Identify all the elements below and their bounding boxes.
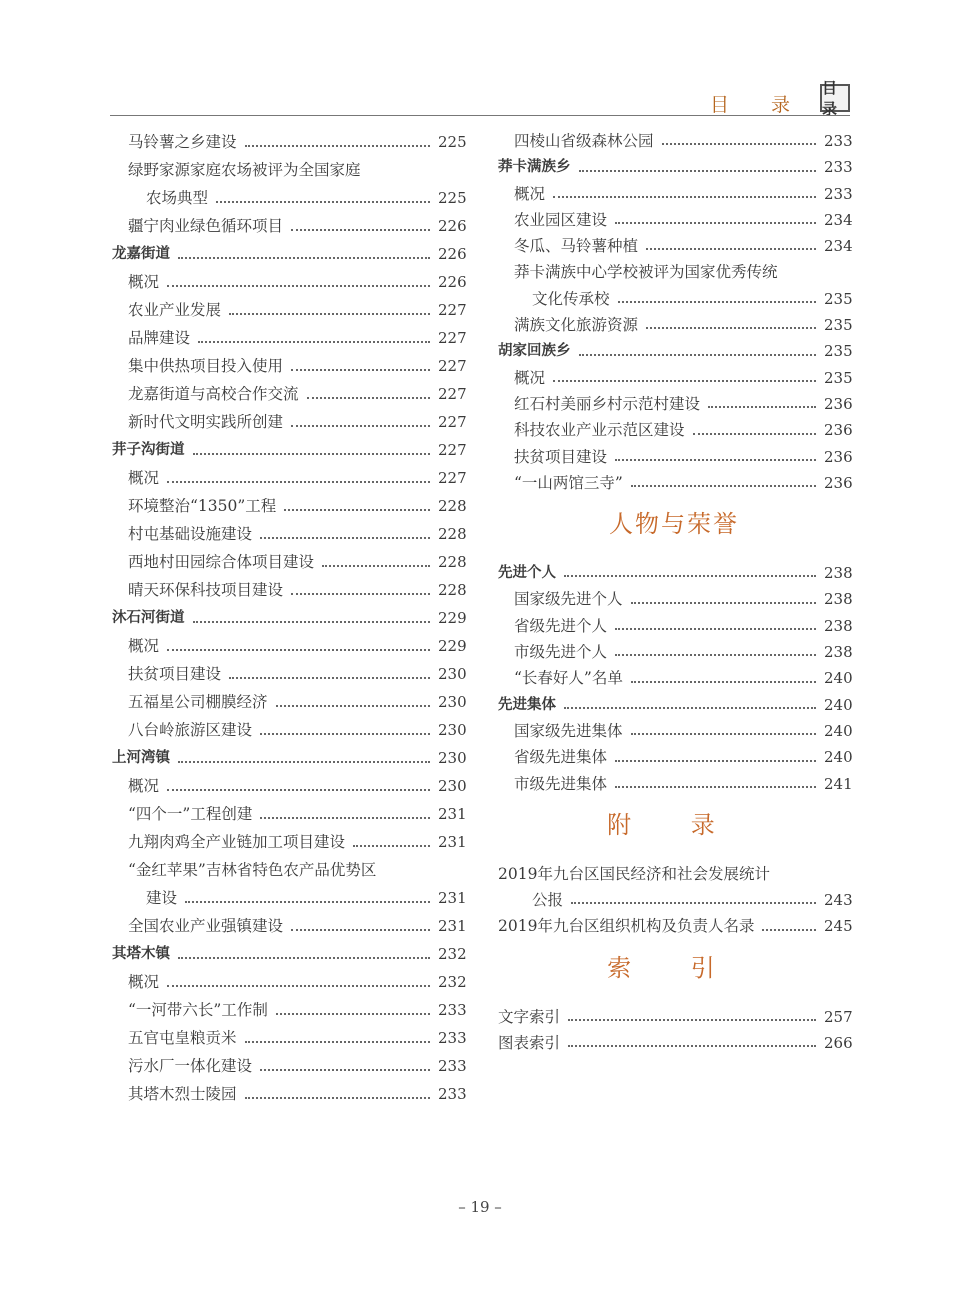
toc-entry[interactable]	[498, 417, 853, 443]
dot-leader	[708, 406, 816, 408]
toc-entry-label: 建设	[146, 889, 178, 907]
toc-entry[interactable]	[112, 660, 467, 688]
dot-leader	[178, 257, 430, 259]
toc-entry[interactable]	[498, 718, 853, 744]
toc-page-number: 238	[824, 616, 853, 635]
toc-entry-label: 冬瓜、马铃薯种植	[514, 237, 639, 256]
toc-page-number: 231	[438, 889, 467, 907]
toc-entry-label: 品牌建设	[128, 329, 191, 347]
toc-section-entry[interactable]	[112, 604, 467, 632]
toc-page-number: 232	[438, 973, 467, 991]
toc-entry-label: 村屯基础设施建设	[128, 525, 253, 543]
toc-page-number: 228	[438, 497, 467, 515]
toc-entry-label: 扶贫项目建设	[514, 447, 608, 466]
toc-entry[interactable]	[112, 996, 467, 1024]
toc-page-number: 235	[824, 342, 853, 361]
toc-entry-label: 污水厂一体化建设	[128, 1057, 253, 1075]
toc-page-number: 240	[824, 669, 853, 688]
dot-leader	[307, 397, 430, 399]
toc-entry-label: 公报	[532, 891, 564, 910]
dot-leader	[167, 649, 430, 651]
toc-entry-label: 其塔木镇	[112, 946, 170, 962]
toc-entry[interactable]	[112, 800, 467, 828]
toc-page-number: 236	[824, 394, 853, 413]
toc-page-number: 228	[438, 525, 467, 543]
dot-leader	[615, 628, 816, 630]
dot-leader	[568, 1019, 816, 1021]
section-heading: 索 引	[607, 953, 741, 982]
toc-entry[interactable]	[112, 352, 467, 380]
toc-page-number: 225	[438, 133, 467, 151]
dot-leader	[322, 565, 430, 567]
toc-entry[interactable]	[112, 548, 467, 576]
dot-leader	[615, 222, 816, 224]
dot-leader	[276, 1013, 430, 1015]
dot-leader	[167, 481, 430, 483]
toc-page-number: 257	[824, 1007, 853, 1026]
toc-entry-label: 扶贫项目建设	[128, 665, 222, 683]
toc-entry[interactable]	[112, 408, 467, 436]
toc-entry[interactable]	[112, 296, 467, 324]
dot-leader	[571, 902, 816, 904]
toc-section-entry[interactable]	[112, 940, 467, 968]
dot-leader	[245, 145, 430, 147]
toc-entry-label: 龙嘉街道与高校合作交流	[128, 385, 299, 403]
dot-leader	[260, 1069, 430, 1071]
dot-leader	[631, 681, 816, 683]
dot-leader	[291, 593, 430, 595]
dot-leader	[553, 380, 816, 382]
toc-entry-label[interactable]: 莽卡满族中心学校被评为国家优秀传统	[514, 263, 778, 282]
toc-entry[interactable]	[498, 312, 853, 338]
dot-leader	[229, 313, 430, 315]
toc-right-column	[498, 128, 853, 1056]
logo-text: 目录	[822, 79, 838, 118]
toc-entry-label: 市级先进集体	[514, 774, 608, 793]
dot-leader	[631, 485, 816, 487]
toc-entry-label: 龙嘉街道	[112, 246, 170, 262]
toc-entry[interactable]	[112, 1080, 467, 1108]
toc-entry-label: 先进个人	[498, 565, 556, 582]
toc-page-number: 238	[824, 564, 853, 583]
toc-entry[interactable]	[112, 716, 467, 744]
toc-entry[interactable]	[498, 913, 853, 939]
toc-entry-label: 晴天环保科技项目建设	[128, 581, 284, 599]
dot-leader	[564, 575, 816, 577]
toc-entry-label: 国家级先进集体	[514, 721, 623, 740]
toc-page-number: 230	[438, 777, 467, 795]
toc-page-number: 236	[824, 421, 853, 440]
toc-entry[interactable]	[498, 1030, 853, 1056]
toc-entry-label: 其塔木烈士陵园	[128, 1085, 237, 1103]
toc-entry-label: 疆宁肉业绿色循环项目	[128, 217, 284, 235]
toc-entry[interactable]	[498, 391, 853, 417]
toc-entry-label: 红石村美丽乡村示范村建设	[514, 394, 701, 413]
toc-page-number: 226	[438, 273, 467, 291]
toc-page-number: 240	[824, 721, 853, 740]
dot-leader	[646, 248, 816, 250]
toc-page-number: 229	[438, 609, 467, 627]
toc-entry-label: 市级先进个人	[514, 643, 608, 662]
toc-entry[interactable]	[498, 470, 853, 496]
toc-entry[interactable]	[112, 1052, 467, 1080]
dot-leader	[245, 1041, 430, 1043]
toc-left-column	[112, 128, 467, 1108]
dot-leader	[553, 196, 816, 198]
toc-entry-label: 农业园区建设	[514, 210, 608, 229]
toc-entry[interactable]	[112, 380, 467, 408]
toc-entry-label: 省级先进个人	[514, 616, 608, 635]
dot-leader	[615, 459, 816, 461]
dot-leader	[276, 705, 430, 707]
toc-entry[interactable]	[112, 520, 467, 548]
toc-entry-label: 茾子沟街道	[112, 442, 185, 458]
dot-leader	[353, 845, 430, 847]
dot-leader	[193, 453, 431, 455]
toc-entry-label: “长春好人”名单	[514, 669, 623, 688]
dot-leader	[579, 354, 817, 356]
toc-entry-label: 四棱山省级森林公园	[514, 132, 654, 150]
toc-page-number: 236	[824, 447, 853, 466]
dot-leader	[564, 707, 816, 709]
dot-leader	[579, 170, 817, 172]
contents-logo-icon	[820, 79, 850, 118]
toc-entry-label: 概况	[514, 368, 546, 387]
toc-entry-label: 西地村田园综合体项目建设	[128, 553, 315, 571]
toc-page-number: 229	[438, 637, 467, 655]
toc-entry[interactable]	[498, 444, 853, 470]
toc-page-number: 225	[438, 189, 467, 207]
dot-leader	[291, 425, 430, 427]
toc-section-entry[interactable]	[498, 338, 853, 364]
toc-entry-label: 国家级先进个人	[514, 590, 623, 609]
toc-entry-label: 五官屯皇粮贡米	[128, 1029, 237, 1047]
toc-entry[interactable]	[112, 688, 467, 716]
toc-entry[interactable]	[112, 464, 467, 492]
toc-entry-label: 概况	[128, 637, 160, 655]
dot-leader	[245, 1097, 430, 1099]
toc-page-number: 234	[824, 210, 853, 229]
toc-entry-label: 概况	[514, 184, 546, 203]
page-header	[110, 80, 850, 116]
toc-entry-label[interactable]: 2019年九台区国民经济和社会发展统计	[498, 864, 770, 883]
toc-page-number: 233	[438, 1001, 467, 1019]
toc-page-number: 227	[438, 301, 467, 319]
toc-entry[interactable]	[112, 492, 467, 520]
toc-entry[interactable]	[498, 887, 853, 913]
toc-page-number: 227	[438, 441, 467, 459]
toc-entry[interactable]	[112, 1024, 467, 1052]
toc-entry-label: “四个一”工程创建	[128, 805, 253, 823]
toc-section-entry[interactable]	[112, 744, 467, 772]
toc-page-number: 226	[438, 217, 467, 235]
toc-entry[interactable]	[498, 128, 853, 154]
dot-leader	[662, 143, 816, 145]
dot-leader	[631, 733, 816, 735]
dot-leader	[216, 201, 430, 203]
toc-page-number: 240	[824, 748, 853, 767]
toc-entry[interactable]	[112, 324, 467, 352]
toc-page-number: 230	[438, 665, 467, 683]
toc-page-number: 230	[438, 693, 467, 711]
toc-page-number: 233	[438, 1057, 467, 1075]
toc-entry-label: 概况	[128, 973, 160, 991]
dot-leader	[185, 901, 430, 903]
toc-entry[interactable]	[498, 1004, 853, 1030]
dot-leader	[693, 433, 816, 435]
toc-page-number: 228	[438, 553, 467, 571]
toc-entry[interactable]	[112, 884, 467, 912]
toc-page-number: 227	[438, 357, 467, 375]
toc-entry-label: 图表索引	[498, 1034, 561, 1053]
dot-leader	[260, 817, 430, 819]
toc-entry-label: 概况	[128, 273, 160, 291]
toc-page-number: 233	[438, 1085, 467, 1103]
section-heading: 附 录	[607, 810, 741, 839]
toc-page-number: 227	[438, 413, 467, 431]
toc-page-number: 241	[824, 774, 853, 793]
toc-page-number: 227	[438, 385, 467, 403]
toc-page-number: 266	[824, 1034, 853, 1053]
toc-entry[interactable]	[498, 365, 853, 391]
toc-page-number: 233	[824, 132, 853, 150]
dot-leader	[291, 369, 430, 371]
dot-leader	[198, 341, 430, 343]
toc-entry[interactable]	[112, 576, 467, 604]
toc-entry-label: 莽卡满族乡	[498, 159, 571, 176]
dot-leader	[615, 786, 816, 788]
toc-page-number: 235	[824, 316, 853, 335]
section-heading: 人物与荣誉	[609, 510, 739, 539]
toc-entry-label: 上河湾镇	[112, 750, 170, 766]
toc-page-number: 235	[824, 368, 853, 387]
toc-entry[interactable]	[498, 286, 853, 312]
dot-leader	[178, 761, 430, 763]
toc-entry[interactable]	[498, 665, 853, 691]
toc-page-number: 231	[438, 805, 467, 823]
toc-entry[interactable]	[498, 181, 853, 207]
toc-entry-label: 环境整治“1350”工程	[128, 497, 277, 515]
dot-leader	[762, 929, 816, 931]
dot-leader	[618, 301, 816, 303]
toc-page-number: 243	[824, 891, 853, 910]
header-rule	[110, 115, 850, 116]
toc-entry-label: 概况	[128, 777, 160, 795]
header-title: 目 录	[709, 94, 808, 116]
toc-entry-label: 农场典型	[146, 189, 209, 207]
toc-entry-label: “一山两馆三寺”	[514, 473, 623, 492]
dot-leader	[631, 602, 816, 604]
page-number: – 19 –	[458, 1198, 502, 1216]
toc-entry-label: 五福星公司棚膜经济	[128, 693, 268, 711]
toc-page-number: 235	[824, 289, 853, 308]
dot-leader	[260, 733, 430, 735]
toc-page-number: 234	[824, 237, 853, 256]
toc-entry-label[interactable]: 绿野家源家庭农场被评为全国家庭	[128, 161, 361, 179]
toc-page-number: 233	[824, 158, 853, 177]
toc-entry-label: 集中供热项目投入使用	[128, 357, 284, 375]
dot-leader	[284, 509, 430, 511]
toc-entry[interactable]	[498, 207, 853, 233]
dot-leader	[229, 677, 430, 679]
toc-entry-label: 满族文化旅游资源	[514, 316, 639, 335]
dot-leader	[291, 929, 430, 931]
toc-page-number: 233	[824, 184, 853, 203]
toc-page-number: 227	[438, 469, 467, 487]
toc-entry-label: “一河带六长”工作制	[128, 1001, 268, 1019]
toc-entry[interactable]	[112, 184, 467, 212]
dot-leader	[568, 1045, 816, 1047]
dot-leader	[291, 229, 430, 231]
toc-entry[interactable]	[498, 613, 853, 639]
toc-entry[interactable]	[498, 771, 853, 797]
dot-leader	[178, 957, 430, 959]
toc-page-number: 236	[824, 473, 853, 492]
toc-entry-label: 2019年九台区组织机构及负责人名录	[498, 917, 755, 936]
toc-entry[interactable]	[112, 912, 467, 940]
toc-page-number: 238	[824, 590, 853, 609]
toc-page-number: 233	[438, 1029, 467, 1047]
toc-entry-label[interactable]: “金红苹果”吉林省特色农产品优势区	[128, 861, 377, 879]
dot-leader	[646, 327, 816, 329]
toc-entry-label: 九翔肉鸡全产业链加工项目建设	[128, 833, 346, 851]
toc-entry-label: 八台岭旅游区建设	[128, 721, 253, 739]
toc-section-entry[interactable]	[498, 692, 853, 718]
toc-entry[interactable]	[112, 632, 467, 660]
toc-page-number: 238	[824, 643, 853, 662]
dot-leader	[167, 285, 430, 287]
toc-page-number: 230	[438, 721, 467, 739]
toc-page-number: 232	[438, 945, 467, 963]
toc-entry-label: 科技农业产业示范区建设	[514, 421, 685, 440]
dot-leader	[167, 985, 430, 987]
toc-section-entry[interactable]	[498, 560, 853, 586]
dot-leader	[260, 537, 430, 539]
toc-entry-label: 先进集体	[498, 696, 556, 713]
toc-entry[interactable]	[112, 772, 467, 800]
dot-leader	[193, 621, 431, 623]
toc-entry-label: 全国农业产业强镇建设	[128, 917, 284, 935]
toc-entry-label: 胡家回族乡	[498, 343, 571, 360]
toc-entry-label: 概况	[128, 469, 160, 487]
toc-entry-label: 沐石河街道	[112, 610, 185, 626]
toc-page-number: 240	[824, 695, 853, 714]
toc-entry-label: 新时代文明实践所创建	[128, 413, 284, 431]
dot-leader	[615, 760, 816, 762]
toc-entry[interactable]	[498, 639, 853, 665]
toc-entry[interactable]	[112, 968, 467, 996]
toc-entry-label: 农业产业发展	[128, 301, 222, 319]
toc-entry-label: 文字索引	[498, 1007, 561, 1026]
toc-entry[interactable]	[112, 128, 467, 156]
toc-section-entry[interactable]	[112, 240, 467, 268]
dot-leader	[167, 789, 430, 791]
toc-entry[interactable]	[498, 744, 853, 770]
toc-page-number: 230	[438, 749, 467, 767]
toc-entry-label: 省级先进集体	[514, 748, 608, 767]
toc-entry-label: 马铃薯之乡建设	[128, 133, 237, 151]
toc-entry[interactable]	[112, 828, 467, 856]
toc-entry[interactable]	[498, 233, 853, 259]
toc-page-number: 231	[438, 833, 467, 851]
toc-entry-label: 文化传承校	[532, 289, 610, 308]
toc-section-entry[interactable]	[112, 436, 467, 464]
toc-page-number: 245	[824, 917, 853, 936]
toc-page-number: 228	[438, 581, 467, 599]
toc-page-number: 227	[438, 329, 467, 347]
toc-section-entry[interactable]	[498, 154, 853, 180]
dot-leader	[615, 654, 816, 656]
toc-entry[interactable]	[498, 586, 853, 612]
toc-page-number: 231	[438, 917, 467, 935]
toc-entry[interactable]	[112, 268, 467, 296]
toc-entry[interactable]	[112, 212, 467, 240]
toc-page-number: 226	[438, 245, 467, 263]
